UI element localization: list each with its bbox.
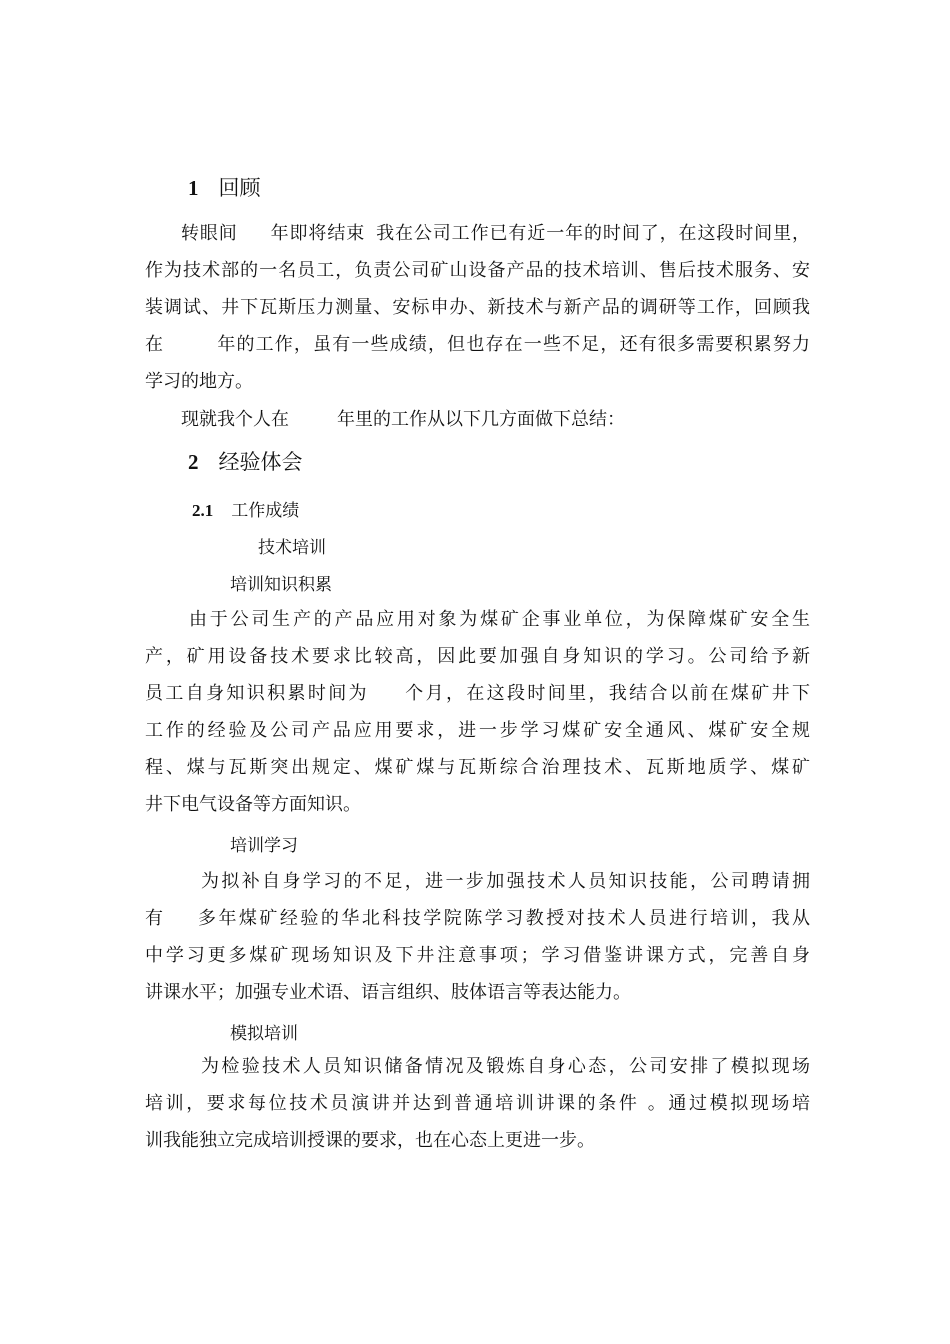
text-line: 工作的经验及公司产品应用要求，进一步学习煤矿安全通风、煤矿安全规: [145, 720, 810, 741]
paragraph-mock: [145, 1048, 810, 1159]
subheading-mock: 模拟培训: [230, 1024, 298, 1044]
section-title: 经验体会: [218, 450, 303, 474]
section-title: 工作成绩: [231, 501, 300, 521]
text-line: 培训，要求每位技术员演讲并达到普通培训讲课的条件 。通过模拟现场培: [145, 1093, 810, 1114]
paragraph-study: [145, 863, 810, 1011]
text-line: 作为技术部的一名员工，负责公司矿山设备产品的技术培训、售后技术服务、安: [145, 260, 810, 281]
text-line: 程、煤与瓦斯突出规定、煤矿煤与瓦斯综合治理技术、瓦斯地质学、煤矿: [145, 757, 810, 778]
section-number: 1: [188, 176, 199, 200]
section-title: 回顾: [218, 176, 261, 200]
text-line: 中学习更多煤矿现场知识及下井注意事项；学习借鉴讲课方式，完善自身: [145, 945, 810, 966]
paragraph-knowledge: [145, 601, 810, 823]
text-line: 讲课水平；加强专业术语、语言组织、肢体语言等表达能力。: [145, 982, 631, 1003]
text-line: 训我能独立完成培训授课的要求，也在心态上更进一步。: [145, 1130, 595, 1151]
text-line: 产，矿用设备技术要求比较高，因此要加强自身知识的学习。公司给予新: [145, 646, 810, 667]
text-line: 转眼间 年即将结束 我在公司工作已有近一年的时间了，在这段时间里，: [181, 223, 810, 244]
section-heading-experience: [188, 446, 303, 476]
text-line: 现就我个人在 年里的工作从以下几方面做下总结：: [181, 409, 625, 430]
subheading-study: 培训学习: [230, 836, 298, 856]
text-line: 为拟补自身学习的不足，进一步加强技术人员知识技能，公司聘请拥: [201, 871, 810, 892]
text-line: 学习的地方。: [145, 371, 253, 392]
text-line: 在 年的工作，虽有一些成绩，但也存在一些不足，还有很多需要积累努力: [145, 334, 810, 355]
subsection-heading-achievements: [192, 496, 299, 521]
text-line: 有 多年煤矿经验的华北科技学院陈学习教授对技术人员进行培训，我从: [145, 908, 810, 929]
text-line: 装调试、井下瓦斯压力测量、安标申办、新技术与新产品的调研等工作，回顾我: [145, 297, 810, 318]
text-line: 井下电气设备等方面知识。: [145, 794, 361, 815]
section-heading-review: [188, 172, 261, 202]
text-line: 员工自身知识积累时间为 个月，在这段时间里，我结合以前在煤矿井下: [145, 683, 810, 704]
text-line: 为检验技术人员知识储备情况及锻炼自身心态，公司安排了模拟现场: [201, 1056, 810, 1077]
section-number: 2: [188, 450, 199, 474]
subheading-tech-training: 技术培训: [258, 538, 326, 558]
subheading-knowledge: 培训知识积累: [230, 575, 332, 595]
paragraph-summary-intro: [145, 401, 810, 438]
paragraph-review: [145, 215, 810, 400]
section-number: 2.1: [192, 501, 214, 520]
text-line: 由于公司生产的产品应用对象为煤矿企事业单位，为保障煤矿安全生: [189, 609, 810, 630]
